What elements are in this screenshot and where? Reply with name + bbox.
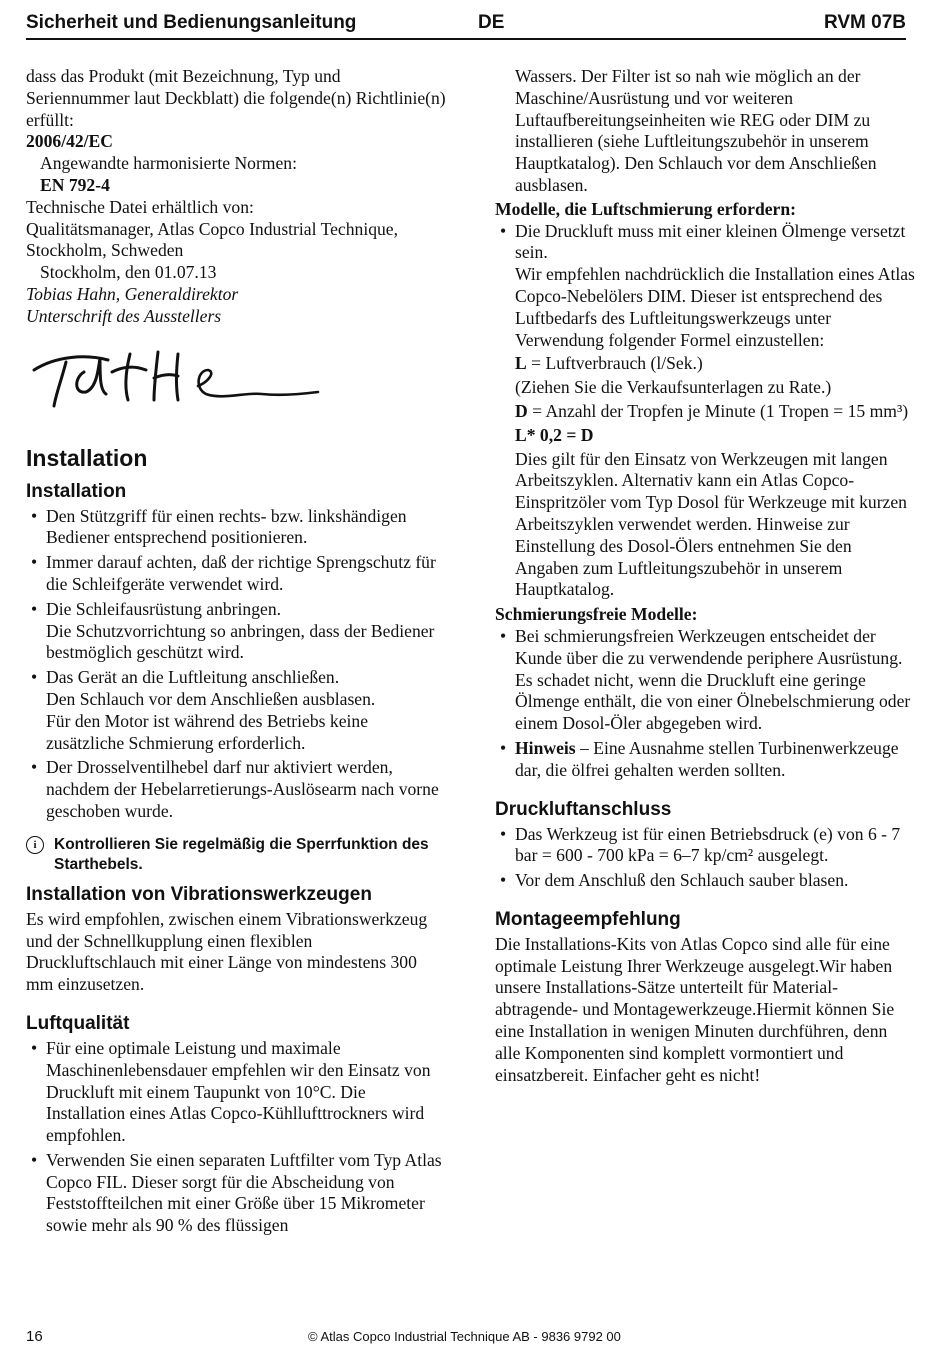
model-number: RVM 07B <box>823 12 906 33</box>
list-item-text: Dies gilt für den Einsatz von Werkzeugen mit langen Arbeitszyklen. Alternativ kann ein Atlas Copco-Einspritzöler vom Typ Dosol für Werkzeuge mit kurzen Arbeitszyklen verwendet werden. Hinweise zur Einstellung des Dosol-Ölers entnehmen Sie den Angaben zum Luftleitungszubehör in unserem Hauptkatalog. <box>515 448 907 600</box>
connection-list <box>495 824 915 892</box>
list-item: • Vor dem Anschluß den Schlauch sauber blasen. <box>495 870 915 892</box>
directive: 2006/42/EC <box>26 131 113 152</box>
norm: EN 792-4 <box>40 174 110 195</box>
formula-d-symbol: D <box>515 400 528 421</box>
signature-image <box>26 342 446 422</box>
left-column <box>26 66 446 1240</box>
list-item: • Das Werkzeug ist für einen Betriebsdruck (e) von 6 - 7 bar = 600 - 700 kPa = 6–7 kp/cm² ausgelegt. <box>495 824 915 868</box>
list-item: • Für eine optimale Leistung und maximale Maschinenlebensdauer empfehlen wir den Einsatz von Druckluft mit einem Taupunkt von 10°C. Die Installation eines Atlas Copco-Kühllufttrockners wird empfohlen. <box>26 1038 446 1147</box>
norms-label: Angewandte harmonisierte Normen: <box>40 153 297 174</box>
info-icon: i <box>26 836 44 854</box>
signer-role: Unterschrift des Ausstellers <box>26 305 222 326</box>
tech-file-label: Technische Datei erhältlich von: <box>26 196 254 217</box>
note-text: Kontrollieren Sie regelmäßig die Sperrfunktion des Starthebels. <box>54 835 429 873</box>
air-quality-list <box>26 1038 446 1237</box>
list-item: • Bei schmierungsfreien Werkzeugen entscheidet der Kunde über die zu verwendende periphere Ausrüstung. Es schadet nicht, wenn die Druckluft eine geringe Ölmenge enthält, die von einer Ölnebelschmierung oder einem Dosol-Öler abgegeben wird. <box>495 626 915 735</box>
vibration-text: Es wird empfohlen, zwischen einem Vibrationswerkzeug und der Schnellkupplung einen flexiblen Druckluftschlauch mit einer Länge von mindestens 300 mm einzusetzen. <box>26 908 428 995</box>
tech-file-contact: Qualitätsmanager, Atlas Copco Industrial Technique, Stockholm, Schweden <box>26 218 399 261</box>
list-item-text: Das Gerät an die Luftleitung anschließen. <box>46 667 340 688</box>
list-item <box>26 667 446 754</box>
formula-l <box>515 353 915 375</box>
list-item-text: Wir empfehlen nachdrücklich die Installation eines Atlas Copco-Nebelölers DIM. Dieser ist entsprechend des Luftbedarfs des Luftleitungswerkzeugs unter Verwendung folgender Formel einzustellen: <box>515 264 915 350</box>
formula-d <box>515 401 915 423</box>
hint-text: – Eine Ausnahme stellen Turbinenwerkzeuge dar, die ölfrei gehalten werden sollten. <box>515 737 899 780</box>
mounting-text: Die Installations-Kits von Atlas Copco sind alle für eine optimale Leistung Ihrer Werkzeuge ausgelegt.Wir haben unsere Installations-Sätze unterteilt für Material-abtragende- und Montagewerkzeuge.Hiermit können Sie eine Installation in wenigen Minuten durchführen, denn alle Komponenten sind komplett vormontiert und einsatzbereit. Einfacher geht es nicht! <box>495 933 895 1085</box>
mounting-heading: Montageempfehlung <box>495 908 681 930</box>
language-code: DE <box>478 12 505 33</box>
list-item: • Den Stützgriff für einen rechts- bzw. linkshändigen Bediener entsprechend positionieren. <box>26 506 446 550</box>
place-date: Stockholm, den 01.07.13 <box>40 262 217 283</box>
right-column <box>495 66 915 1086</box>
formula-l-note: (Ziehen Sie die Verkaufsunterlagen zu Rate.) <box>515 377 832 398</box>
page-header <box>26 10 906 40</box>
list-item: • Immer darauf achten, daß der richtige Sprengschutz für die Schleifgeräte verwendet wird. <box>26 552 446 596</box>
list-item-text: Die Schutzvorrichtung so anbringen, dass der Bediener bestmöglich geschützt wird. <box>46 620 435 663</box>
air-quality-continued: Wassers. Der Filter ist so nah wie möglich an der Maschine/Ausrüstung und vor weiteren Luftaufbereitungseinheiten wie REG oder DIM zu installieren (siehe Luftleitungszubehör in unserem Hauptkatalog). Den Schlauch vor dem Anschließen ausblasen. <box>515 66 877 195</box>
list-item <box>495 221 915 602</box>
page-number: 16 <box>26 1328 43 1345</box>
document-title: Sicherheit und Bedienungsanleitung <box>26 12 357 33</box>
list-item: • Verwenden Sie einen separaten Luftfilter vom Typ Atlas Copco FIL. Dieser sorgt für die Abscheidung von Feststoffteilchen mit einer Größe über 15 Mikrometer sowie mehr als 90 % des flüssigen <box>26 1150 446 1237</box>
vibration-heading: Installation von Vibrationswerkzeugen <box>26 883 372 905</box>
section-title: Installation <box>26 444 148 471</box>
install-list <box>26 506 446 823</box>
list-item <box>495 738 915 782</box>
list-item: • Der Drosselventilhebel darf nur aktiviert werden, nachdem der Hebelarretierungs-Auslösearm nach vorne geschoben wurde. <box>26 757 446 822</box>
formula-l-symbol: L <box>515 353 527 374</box>
connection-heading: Druckluftanschluss <box>495 798 672 820</box>
hint-label: Hinweis <box>515 737 576 758</box>
formula-equation: L* 0,2 = D <box>515 424 594 445</box>
copyright: © Atlas Copco Industrial Technique AB - 9836 9792 00 <box>308 1329 621 1344</box>
air-quality-heading: Luftqualität <box>26 1012 130 1034</box>
signer-name: Tobias Hahn, Generaldirektor <box>26 283 239 304</box>
lube-free-heading: Schmierungsfreie Modelle: <box>495 604 698 625</box>
lubrication-list <box>495 221 915 602</box>
list-item-text: Die Schleifausrüstung anbringen. <box>46 598 282 619</box>
info-note <box>26 835 446 875</box>
lube-free-list <box>495 626 915 782</box>
formula-d-text: = Anzahl der Tropfen je Minute (1 Tropen = 15 mm³) <box>527 400 909 421</box>
list-item <box>26 599 446 664</box>
declaration-intro: dass das Produkt (mit Bezeichnung, Typ und Seriennummer laut Deckblatt) die folgende(n) Richtlinie(n) erfüllt: <box>26 66 446 130</box>
install-heading: Installation <box>26 480 127 502</box>
list-item-text: Für den Motor ist während des Betriebs keine zusätzliche Schmierung erforderlich. <box>46 710 368 753</box>
list-item-text: Die Druckluft muss mit einer kleinen Ölmenge versetzt sein. <box>515 220 906 263</box>
lubrication-heading: Modelle, die Luftschmierung erfordern: <box>495 198 796 219</box>
list-item-text: Den Schlauch vor dem Anschließen ausblasen. <box>46 688 376 709</box>
formula-l-text: = Luftverbrauch (l/Sek.) <box>526 353 703 374</box>
